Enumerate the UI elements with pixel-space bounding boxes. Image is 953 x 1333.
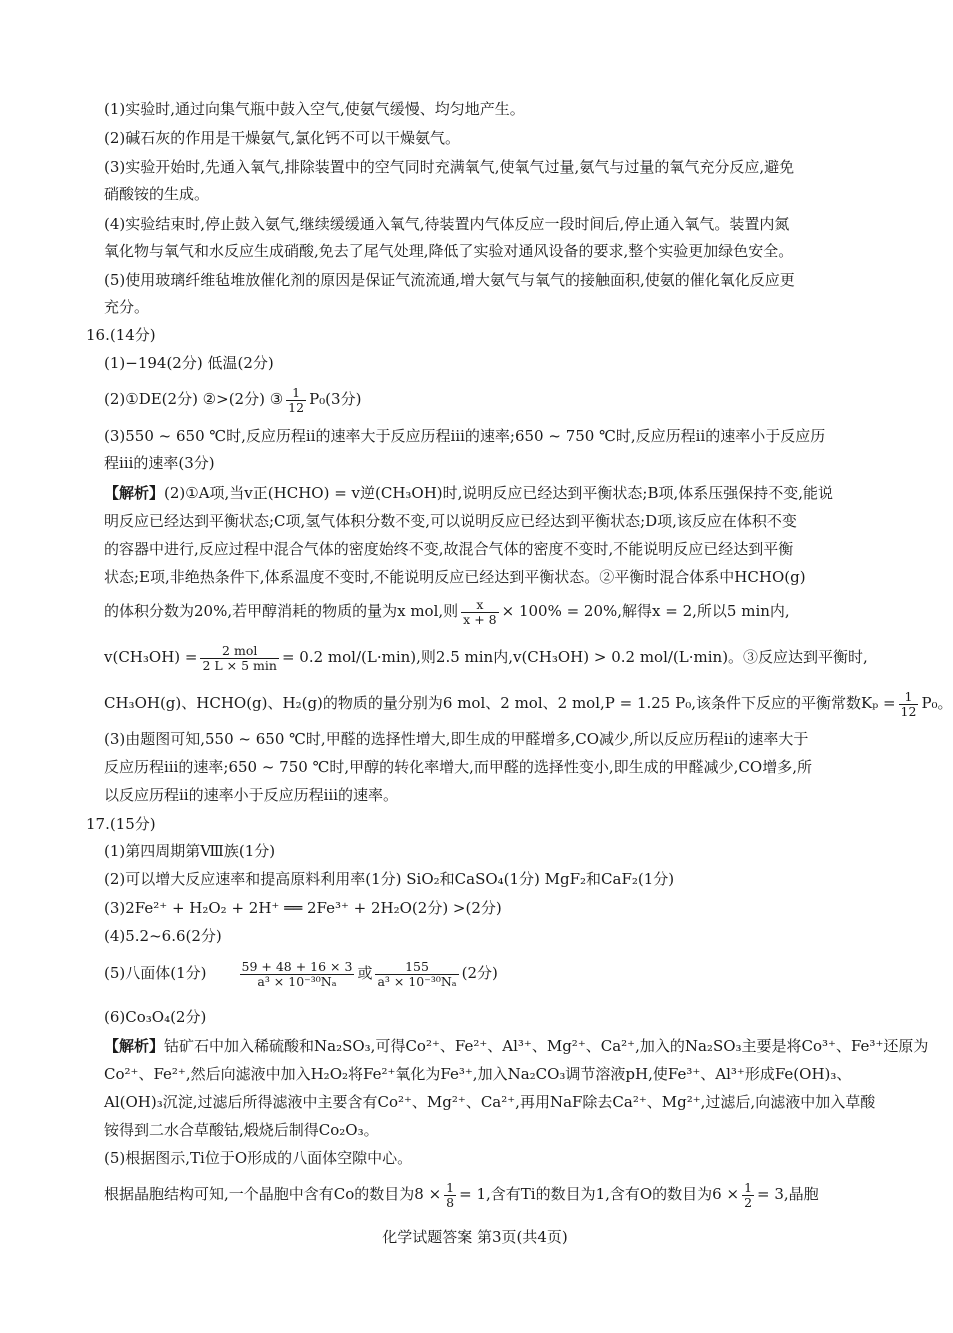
analysis-line: 明反应已经达到平衡状态;C项,氢气体积分数不变,可以说明反应已经达到平衡状态;D项,该反应在体积不变	[104, 512, 797, 530]
answer-line: 充分。	[104, 298, 150, 316]
fraction-denominator: 2	[744, 1194, 753, 1210]
answer-text: (5)八面体(1分)	[104, 964, 207, 982]
fraction-denominator: a³ × 10⁻³⁰Nₐ	[257, 973, 337, 989]
answer-line: (3)实验开始时,先通入氧气,排除装置中的空气同时充满氧气,使氧气过量,氨气与过量的氧气充分反应,避免	[104, 158, 795, 176]
analysis-text: v(CH₃OH) =	[104, 648, 198, 666]
answer-line: (6)Co₃O₄(2分)	[104, 1008, 207, 1026]
fraction-numerator: 1	[899, 690, 919, 705]
answer-line: 氧化物与氧气和水反应生成硝酸,免去了尾气处理,降低了实验对通风设备的要求,整个实验更加绿色安全。	[104, 242, 794, 260]
analysis-line: (5)根据图示,Ti位于O形成的八面体空隙中心。	[104, 1149, 413, 1167]
analysis-line: 铵得到二水合草酸钴,煅烧后制得Co₂O₃。	[104, 1121, 379, 1139]
fraction	[899, 690, 919, 719]
analysis-line	[104, 594, 874, 628]
analysis-line	[104, 686, 953, 720]
answer-text: (2分)	[461, 964, 498, 982]
answer-line: (3)2Fe²⁺ + H₂O₂ + 2H⁺ ══ 2Fe³⁺ + 2H₂O(2分) >(2分)	[104, 899, 502, 917]
analysis-line: 的容器中进行,反应过程中混合气体的密度始终不变,故混合气体的密度不变时,不能说明反应已经达到平衡	[104, 540, 794, 558]
answer-line: (1)实验时,通过向集气瓶中鼓入空气,使氨气缓慢、均匀地产生。	[104, 100, 525, 118]
answer-line: (4)实验结束时,停止鼓入氨气,继续缓缓通入氧气,待装置内气体反应一段时间后,停止通入氧气。装置内氮	[104, 215, 790, 233]
analysis-line: 以反应历程ⅱ的速率小于反应历程ⅲ的速率。	[104, 786, 398, 804]
analysis-line	[104, 1177, 874, 1211]
answer-line: (2)碱石灰的作用是干燥氨气,氯化钙不可以干燥氨气。	[104, 129, 461, 147]
answer-line	[104, 384, 874, 415]
fraction	[461, 598, 498, 627]
answer-line: (2)可以增大反应速率和提高原料利用率(1分) SiO₂和CaSO₄(1分) MgF₂和CaF₂(1分)	[104, 870, 675, 888]
fraction-denominator: 12	[900, 703, 917, 719]
analysis-text: 根据晶胞结构可知,一个晶胞中含有Co的数目为8 ×	[104, 1185, 442, 1203]
question-heading: 17.(15分)	[86, 815, 156, 833]
fraction-denominator: 8	[446, 1194, 455, 1210]
fraction	[240, 960, 355, 989]
question-heading: 16.(14分)	[86, 326, 156, 344]
fraction-denominator: 12	[288, 399, 305, 415]
analysis-text: = 3,晶胞	[757, 1185, 819, 1203]
analysis-line: (3)由题图可知,550 ~ 650 ℃时,甲醛的选择性增大,即生成的甲醛增多,CO减少,所以反应历程ⅱ的速率大于	[104, 730, 809, 748]
analysis-text: × 100% = 20%,解得x = 2,所以5 min内,	[501, 602, 790, 620]
fraction	[286, 386, 306, 415]
answer-line: (3)550 ~ 650 ℃时,反应历程ⅱ的速率大于反应历程ⅲ的速率;650 ~ 750 ℃时,反应历程ⅱ的速率小于反应历	[104, 427, 826, 445]
analysis-text: = 1,含有Ti的数目为1,含有O的数目为6 ×	[459, 1185, 740, 1203]
answer-line	[104, 954, 874, 992]
answer-text: (2)①DE(2分) ②>(2分) ③	[104, 390, 284, 408]
answer-line: (5)使用玻璃纤维毡堆放催化剂的原因是保证气流流通,增大氨气与氧气的接触面积,使氨的催化氧化反应更	[104, 271, 795, 289]
fraction	[375, 960, 458, 989]
fraction-denominator: a³ × 10⁻³⁰Nₐ	[377, 973, 457, 989]
answer-line: (1)第四周期第Ⅷ族(1分)	[104, 842, 276, 860]
page-footer: 化学试题答案 第3页(共4页)	[382, 1228, 568, 1246]
analysis-text: 钴矿石中加入稀硫酸和Na₂SO₃,可得Co²⁺、Fe²⁺、Al³⁺、Mg²⁺、Ca²⁺,加入的Na₂SO₃主要是将Co³⁺、Fe³⁺还原为	[164, 1037, 929, 1055]
analysis-line: 反应历程ⅲ的速率;650 ~ 750 ℃时,甲醇的转化率增大,而甲醛的选择性变小,即生成的甲醛减少,CO增多,所	[104, 758, 812, 776]
fraction-numerator: 1	[744, 1179, 753, 1195]
analysis-text: P₀。	[921, 694, 953, 712]
fraction-numerator: 1	[286, 386, 306, 401]
analysis-line	[104, 640, 874, 674]
answer-line: 程ⅲ的速率(3分)	[104, 454, 215, 472]
answer-text: 或	[357, 964, 373, 982]
fraction-denominator: x + 8	[463, 611, 497, 627]
analysis-line: 状态;E项,非绝热条件下,体系温度不变时,不能说明反应已经达到平衡状态。②平衡时混合体系中HCHO(g)	[104, 568, 806, 586]
analysis-text: (2)①A项,当v正(HCHO) = v逆(CH₃OH)时,说明反应已经达到平衡状态;B项,体系压强保持不变,能说	[164, 484, 834, 502]
analysis-line	[104, 482, 874, 504]
fraction-numerator: 59 + 48 + 16 × 3	[241, 958, 353, 974]
analysis-line	[104, 1035, 929, 1057]
analysis-text: = 0.2 mol/(L·min),则2.5 min内,v(CH₃OH) > 0.2 mol/(L·min)。③反应达到平衡时,	[281, 648, 868, 666]
analysis-label: 【解析】	[104, 484, 165, 502]
fraction-numerator: 2 mol	[200, 644, 278, 659]
answer-text: P₀(3分)	[309, 390, 362, 408]
fraction	[444, 1181, 456, 1210]
fraction-numerator: x	[461, 598, 498, 613]
fraction-numerator: 155	[375, 960, 458, 975]
analysis-text: 的体积分数为20%,若甲醇消耗的物质的量为x mol,则	[104, 602, 459, 620]
answer-line: (4)5.2~6.6(2分)	[104, 927, 222, 945]
fraction	[742, 1181, 754, 1210]
analysis-line: Al(OH)₃沉淀,过滤后所得滤液中主要含有Co²⁺、Mg²⁺、Ca²⁺,再用NaF除去Ca²⁺、Mg²⁺,过滤后,向滤液中加入草酸	[104, 1093, 876, 1111]
analysis-line: Co²⁺、Fe²⁺,然后向滤液中加入H₂O₂将Fe²⁺氧化为Fe³⁺,加入Na₂CO₃调节溶液pH,使Fe³⁺、Al³⁺形成Fe(OH)₃、	[104, 1065, 852, 1083]
fraction-numerator: 1	[446, 1179, 455, 1195]
analysis-text: CH₃OH(g)、HCHO(g)、H₂(g)的物质的量分别为6 mol、2 mol、2 mol,P = 1.25 P₀,该条件下反应的平衡常数Kₚ =	[104, 694, 896, 712]
answer-line: 硝酸铵的生成。	[104, 185, 210, 203]
fraction	[200, 644, 278, 673]
fraction-denominator: 2 L × 5 min	[202, 657, 277, 673]
analysis-label: 【解析】	[104, 1037, 165, 1055]
answer-line: (1)−194(2分) 低温(2分)	[104, 354, 274, 372]
